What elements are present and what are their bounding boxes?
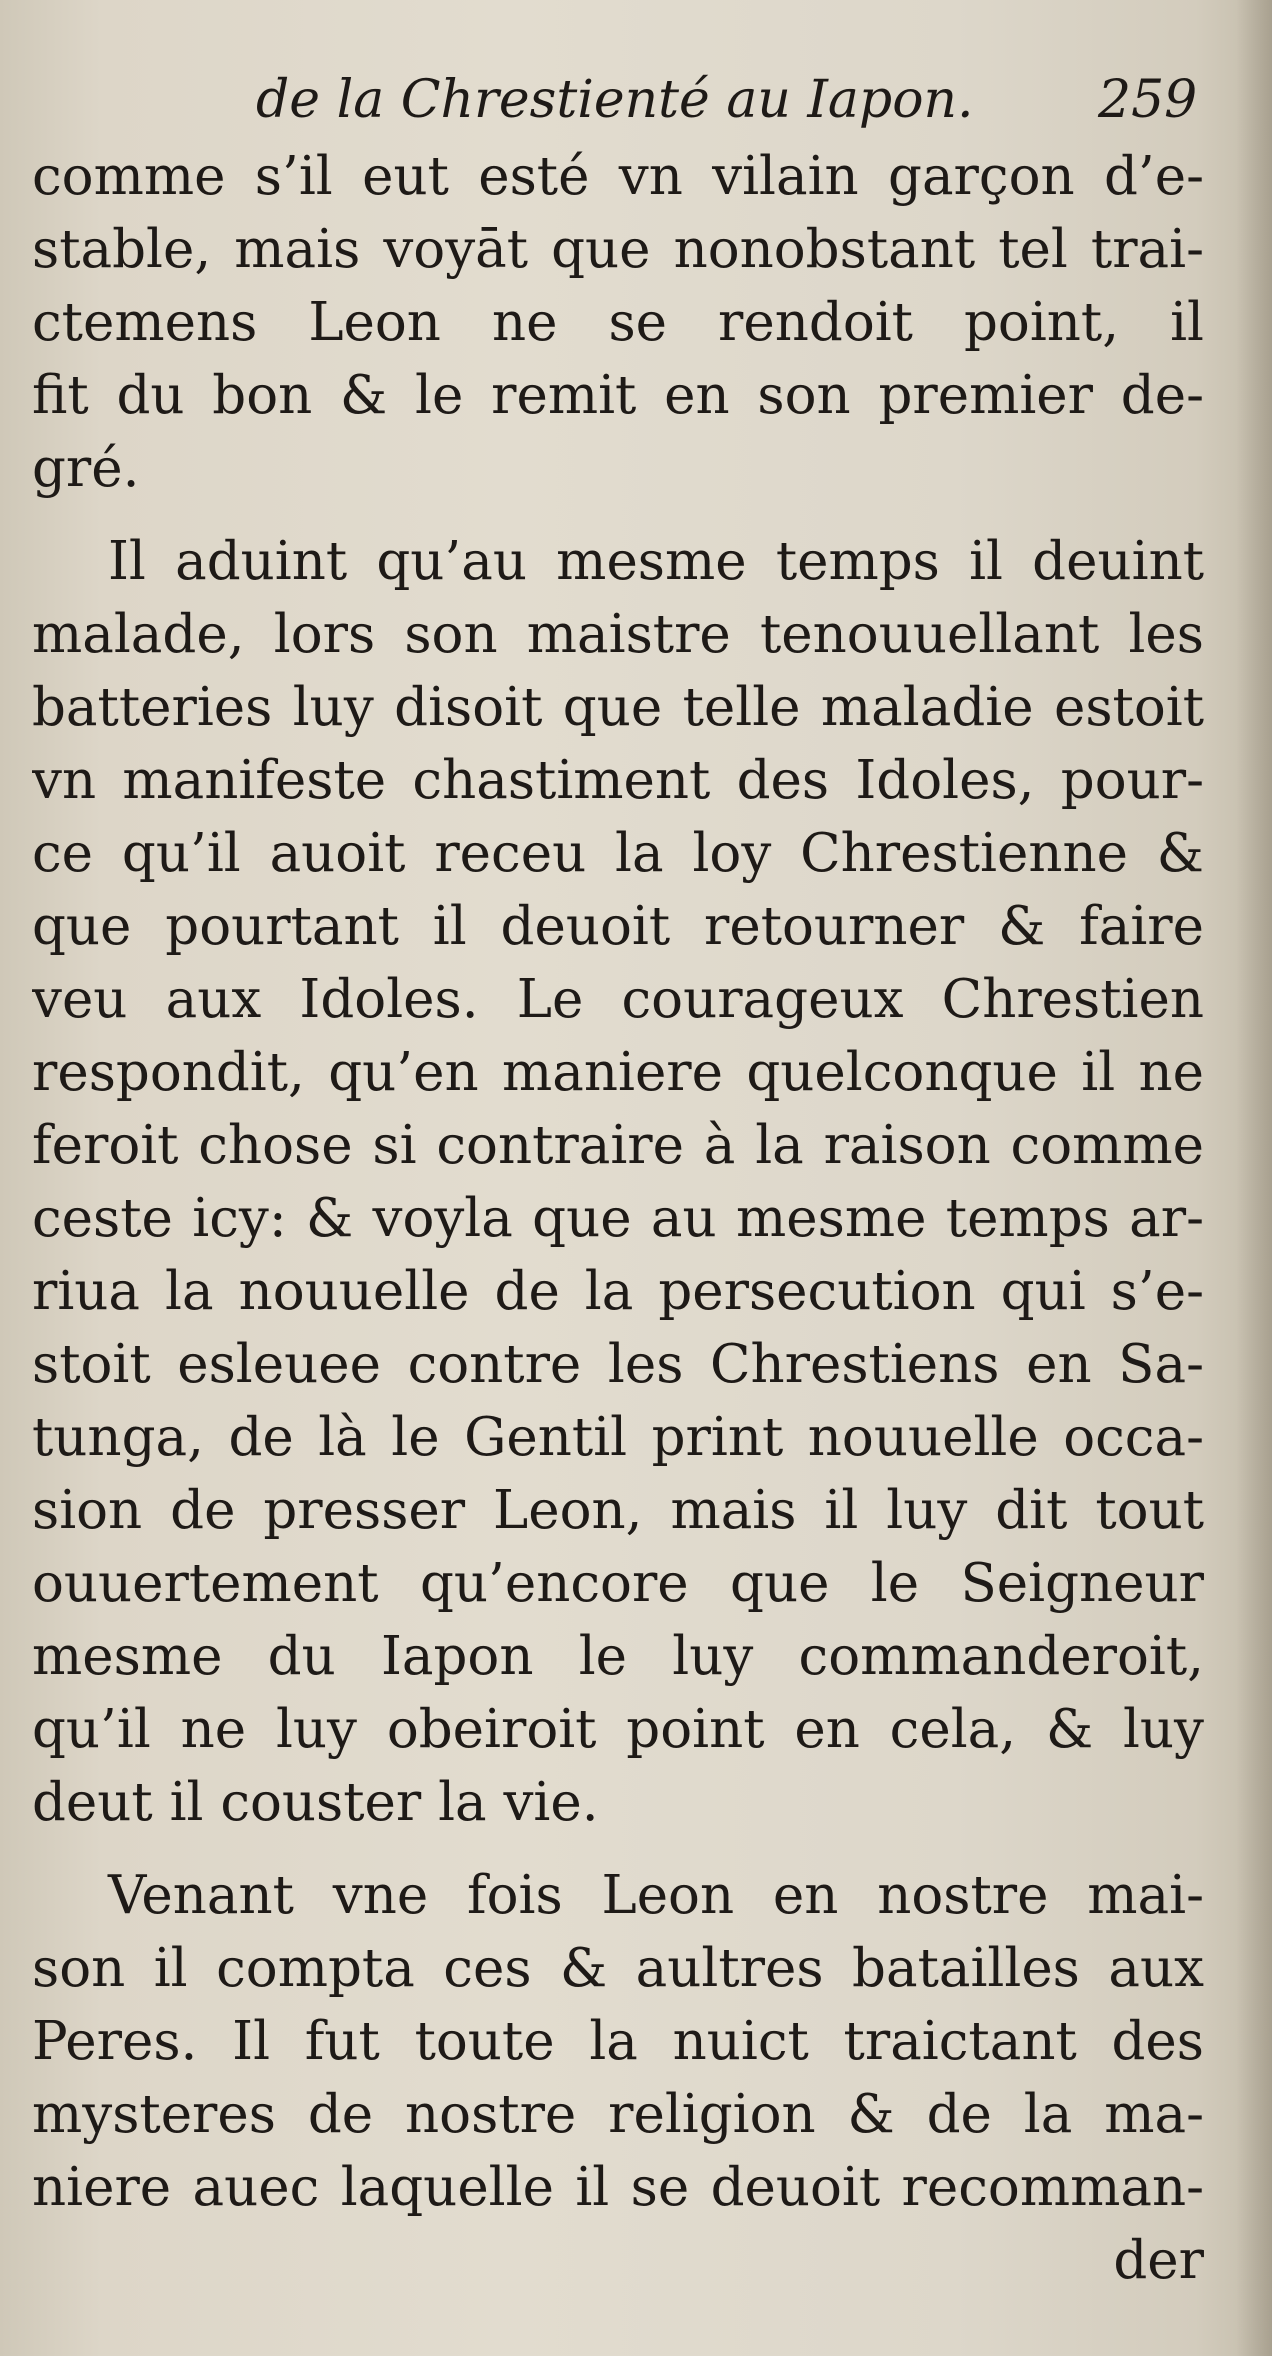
catchword: der [1113, 2230, 1204, 2291]
text-line: niere auec laquelle il se deuoit recomman- [32, 2157, 1204, 2218]
text-line: malade, lors son maistre tenouuellant les [32, 604, 1204, 665]
text-line: tunga, de là le Gentil print nouuelle occa- [32, 1407, 1204, 1468]
paragraph-first-line: Il aduint qu’au mesme temps il deuint [108, 531, 1204, 592]
text-body [32, 140, 1204, 2297]
text-line: sion de presser Leon, mais il luy dit tout [32, 1480, 1204, 1541]
text-line: riua la nouuelle de la persecution qui s’e- [32, 1261, 1204, 1322]
text-line: qu’il ne luy obeiroit point en cela, & luy [32, 1699, 1204, 1760]
text-line: mysteres de nostre religion & de la ma- [32, 2084, 1204, 2145]
text-line: deut il couster la vie. [32, 1772, 599, 1833]
text-line: vn manifeste chastiment des Idoles, pour- [32, 750, 1204, 811]
text-line: ouuertement qu’encore que le Seigneur [32, 1553, 1204, 1614]
text-line: ce qu’il auoit receu la loy Chrestienne & [32, 823, 1204, 884]
text-line: gré. [32, 438, 140, 499]
paragraph-first-line: Venant vne fois Leon en nostre mai- [108, 1865, 1204, 1926]
text-line: mesme du Iapon le luy commanderoit, [32, 1626, 1204, 1687]
text-line: veu aux Idoles. Le courageux Chrestien [32, 969, 1204, 1030]
running-title: de la Chrestienté au Iapon. [256, 70, 974, 130]
text-line: son il compta ces & aultres batailles aux [32, 1938, 1204, 1999]
text-line: stable, mais voyāt que nonobstant tel trai- [32, 219, 1204, 280]
text-line: batteries luy disoit que telle maladie estoit [32, 677, 1204, 738]
text-line: respondit, qu’en maniere quelconque il ne [32, 1042, 1204, 1103]
text-line: feroit chose si contraire à la raison comme [32, 1115, 1204, 1176]
text-line: comme s’il eut esté vn vilain garçon d’e- [32, 146, 1204, 207]
text-line: fit du bon & le remit en son premier de- [32, 365, 1204, 426]
text-line: Peres. Il fut toute la nuict traictant des [32, 2011, 1204, 2072]
text-line: ceste icy: & voyla que au mesme temps ar- [32, 1188, 1204, 1249]
text-line: ctemens Leon ne se rendoit point, il [32, 292, 1204, 353]
text-line: que pourtant il deuoit retourner & faire [32, 896, 1204, 957]
text-line: stoit esleuee contre les Chrestiens en Sa- [32, 1334, 1204, 1395]
page-number: 259 [1098, 70, 1198, 130]
page-edge-shadow [1236, 0, 1272, 2356]
